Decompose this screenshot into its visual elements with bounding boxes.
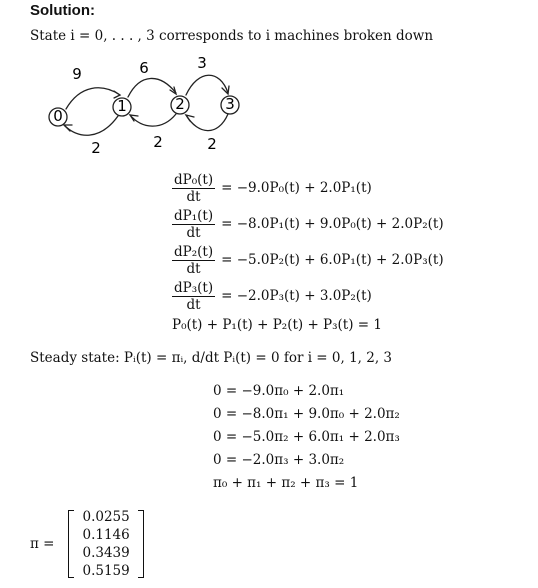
node-label-0: 0	[53, 107, 63, 125]
arc-1-to-2	[128, 78, 176, 97]
node-label-1: 1	[117, 97, 127, 115]
rate-1-to-0: 2	[91, 139, 101, 155]
right-bracket	[138, 510, 144, 578]
eq-numerator: dP₁(t)	[174, 207, 214, 224]
eq-numerator: dP₃(t)	[174, 279, 214, 296]
eq-denominator: dt	[186, 188, 201, 205]
system-equation: 0 = −9.0π₀ + 2.0π₁	[213, 383, 345, 399]
steady-state-system	[213, 380, 400, 495]
eq-rhs: = −9.0P₀(t) + 2.0P₁(t)	[221, 180, 372, 196]
arc-2-to-3	[186, 75, 228, 95]
normalization-equation: P₀(t) + P₁(t) + P₂(t) + P₃(t) = 1	[172, 317, 382, 333]
eq-rhs: = −5.0P₂(t) + 6.0P₁(t) + 2.0P₃(t)	[221, 252, 444, 268]
eq-rhs: = −8.0P₁(t) + 9.0P₀(t) + 2.0P₂(t)	[221, 216, 444, 232]
rate-3-to-2: 2	[207, 135, 217, 153]
arc-0-to-1	[66, 88, 120, 109]
system-equation: 0 = −5.0π₂ + 6.0π₁ + 2.0π₃	[213, 429, 400, 445]
eq-rhs: = −2.0P₃(t) + 3.0P₂(t)	[221, 288, 372, 304]
rate-0-to-1: 9	[72, 65, 82, 83]
equation-p1	[172, 206, 492, 242]
eq-numerator: dP₂(t)	[174, 243, 214, 260]
node-label-3: 3	[225, 95, 235, 113]
state-description: State i = 0, . . . , 3 corresponds to i machines broken down	[30, 28, 434, 44]
rate-2-to-3: 3	[197, 55, 207, 72]
solution-heading: Solution:	[30, 2, 95, 19]
eq-numerator: dP₀(t)	[174, 171, 214, 188]
state-diagram	[30, 55, 260, 155]
kolmogorov-equations	[172, 170, 492, 336]
pi-label: π =	[30, 536, 55, 552]
system-equation: 0 = −2.0π₃ + 3.0π₂	[213, 452, 345, 468]
pi-value: 0.3439	[82, 545, 130, 561]
node-label-2: 2	[175, 95, 185, 113]
system-equation: π₀ + π₁ + π₂ + π₃ = 1	[213, 475, 359, 491]
rate-2-to-1: 2	[153, 133, 163, 151]
pi-value: 0.0255	[82, 509, 130, 525]
equation-p0	[172, 170, 492, 206]
system-equation: 0 = −8.0π₁ + 9.0π₀ + 2.0π₂	[213, 406, 400, 422]
equation-p3	[172, 278, 492, 314]
rate-1-to-2: 6	[139, 59, 149, 77]
eq-denominator: dt	[186, 296, 201, 313]
equation-p2	[172, 242, 492, 278]
pi-values	[74, 508, 137, 580]
pi-value: 0.1146	[82, 527, 130, 543]
steady-state-line: Steady state: Pᵢ(t) = πᵢ, d/dt Pᵢ(t) = 0 for i = 0, 1, 2, 3	[30, 350, 393, 366]
pi-value: 0.5159	[82, 563, 130, 579]
eq-denominator: dt	[186, 224, 201, 241]
pi-vector	[30, 508, 144, 580]
eq-denominator: dt	[186, 260, 201, 277]
